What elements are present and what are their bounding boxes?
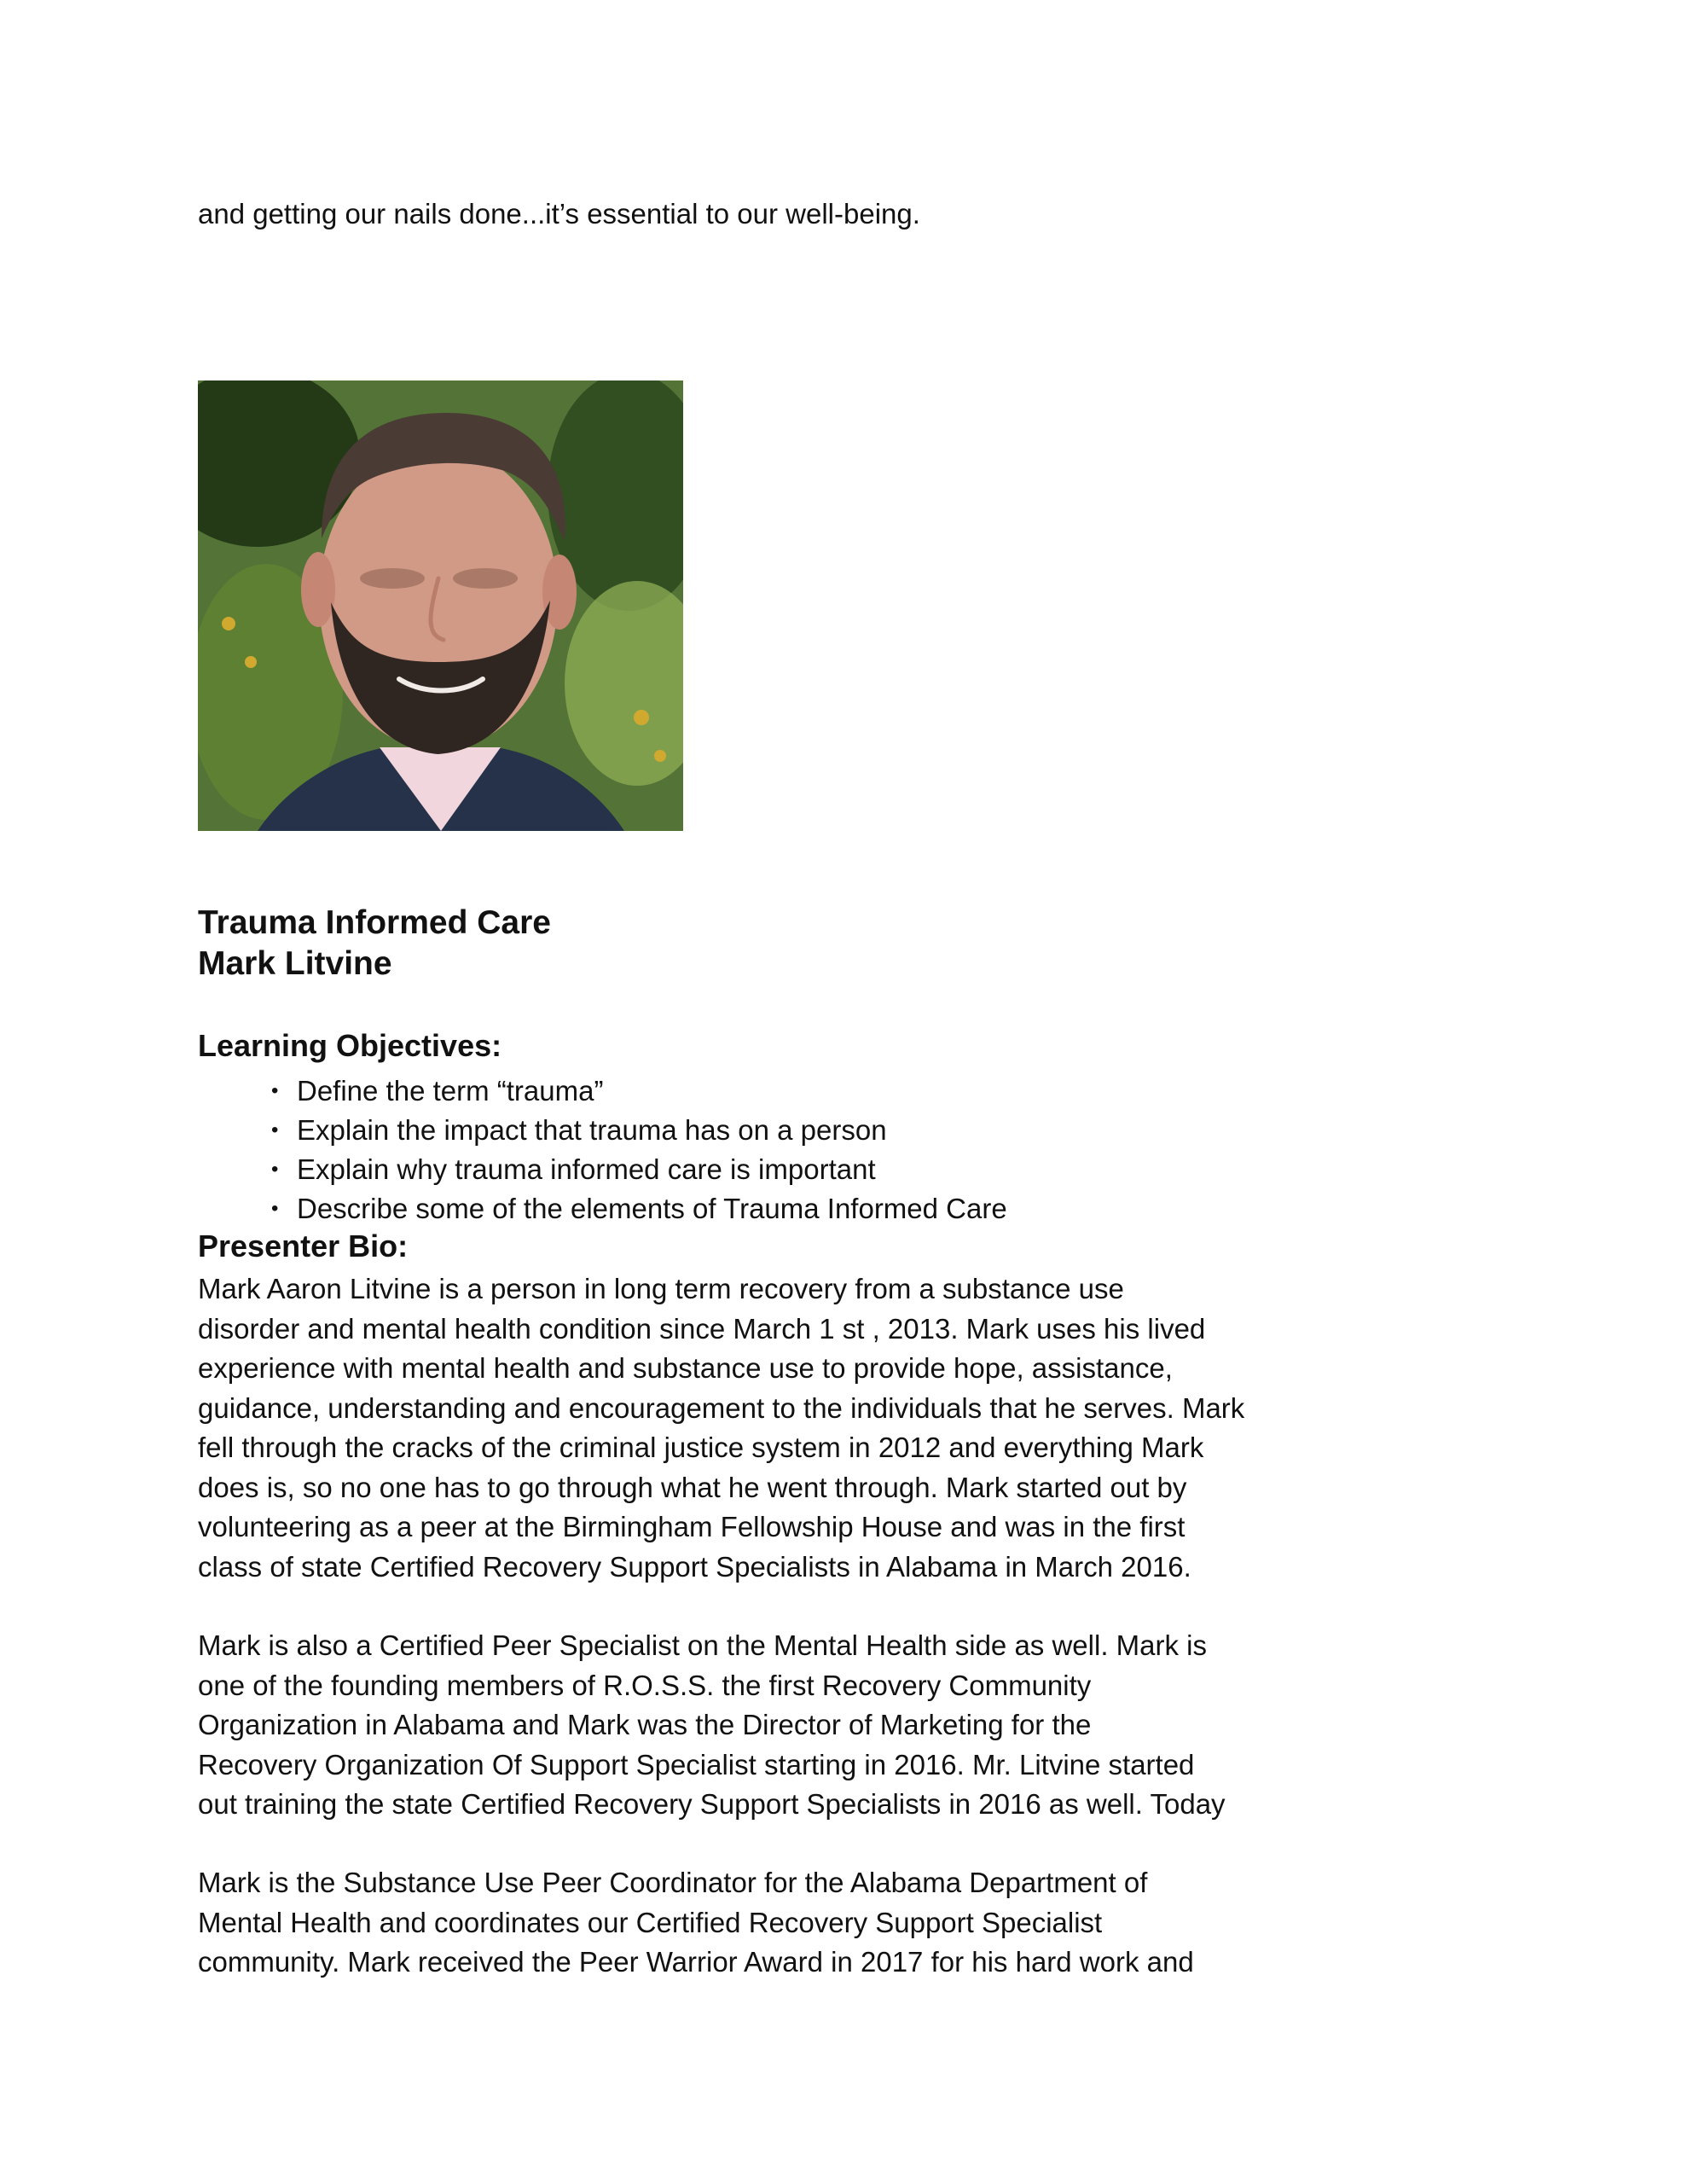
session-title-block: [198, 903, 551, 985]
presenter-bio-heading: Presenter Bio:: [198, 1228, 409, 1263]
bio-line: guidance, understanding and encouragement to the individuals that he serves. Mark: [198, 1391, 1245, 1424]
bio-line: out training the state Certified Recovery Support Specialists in 2016 as well. Today: [198, 1788, 1226, 1820]
intro-text: [198, 195, 1307, 235]
bullet-icon: •: [271, 1079, 279, 1102]
photo-flower: [654, 750, 666, 762]
learning-objective-text: Explain why trauma informed care is important: [297, 1153, 876, 1185]
presenter-photo-illustration: [198, 380, 683, 831]
bio-paragraph-3: [198, 1863, 1307, 1983]
bio-line: Mental Health and coordinates our Certified Recovery Support Specialist: [198, 1906, 1103, 1938]
presenter-name: Mark Litvine: [198, 945, 392, 982]
bio-line: Recovery Organization Of Support Specialist starting in 2016. Mr. Litvine started: [198, 1748, 1195, 1780]
learning-objectives-heading: Learning Objectives:: [198, 1028, 502, 1063]
bio-line: volunteering as a peer at the Birmingham Fellowship House and was in the first: [198, 1511, 1186, 1542]
learning-objective-item: [271, 1189, 1007, 1228]
learning-objectives-list: [271, 1072, 1007, 1228]
photo-ear-left: [301, 552, 335, 627]
bio-line: fell through the cracks of the criminal justice system in 2012 and everything Mark: [198, 1432, 1204, 1463]
learning-objective-text: Describe some of the elements of Trauma Informed Care: [297, 1193, 1007, 1224]
bio-line: one of the founding members of R.O.S.S. the first Recovery Community: [198, 1669, 1092, 1701]
photo-eye-right: [453, 568, 518, 589]
learning-objective-item: [271, 1150, 1007, 1189]
bio-paragraph-2: [198, 1626, 1307, 1825]
bio-line: Mark is also a Certified Peer Specialist on the Mental Health side as well. Mark is: [198, 1629, 1207, 1661]
learning-objective-text: Explain the impact that trauma has on a person: [297, 1114, 887, 1146]
bio-line: does is, so no one has to go through what he went through. Mark started out by: [198, 1471, 1187, 1503]
photo-flower: [222, 617, 235, 630]
intro-line: and getting our nails done...it’s essential to our well-being.: [198, 198, 920, 229]
photo-eye-left: [360, 568, 425, 589]
bio-line: Mark is the Substance Use Peer Coordinator for the Alabama Department of: [198, 1867, 1148, 1898]
bio-line: Mark Aaron Litvine is a person in long term recovery from a substance use: [198, 1273, 1124, 1304]
bio-line: class of state Certified Recovery Support Specialists in Alabama in March 2016.: [198, 1550, 1191, 1583]
presenter-photo: [198, 380, 683, 831]
bullet-icon: •: [271, 1158, 279, 1181]
bio-line: Organization in Alabama and Mark was the Director of Marketing for the: [198, 1709, 1092, 1740]
bio-line: disorder and mental health condition since March 1 st , 2013. Mark uses his lived: [198, 1312, 1206, 1345]
photo-flower: [245, 656, 257, 668]
learning-objective-item: [271, 1111, 1007, 1150]
bio-paragraph-1: [198, 1269, 1307, 1587]
bio-line: experience with mental health and substance use to provide hope, assistance,: [198, 1352, 1173, 1384]
learning-objective-item: [271, 1072, 1007, 1111]
session-title: Trauma Informed Care: [198, 904, 551, 941]
learning-objective-text: Define the term “trauma”: [297, 1075, 604, 1107]
bullet-icon: •: [271, 1118, 279, 1141]
bullet-icon: •: [271, 1197, 279, 1220]
bio-line: community. Mark received the Peer Warrior Award in 2017 for his hard work and: [198, 1946, 1194, 1978]
photo-flower: [634, 710, 649, 725]
